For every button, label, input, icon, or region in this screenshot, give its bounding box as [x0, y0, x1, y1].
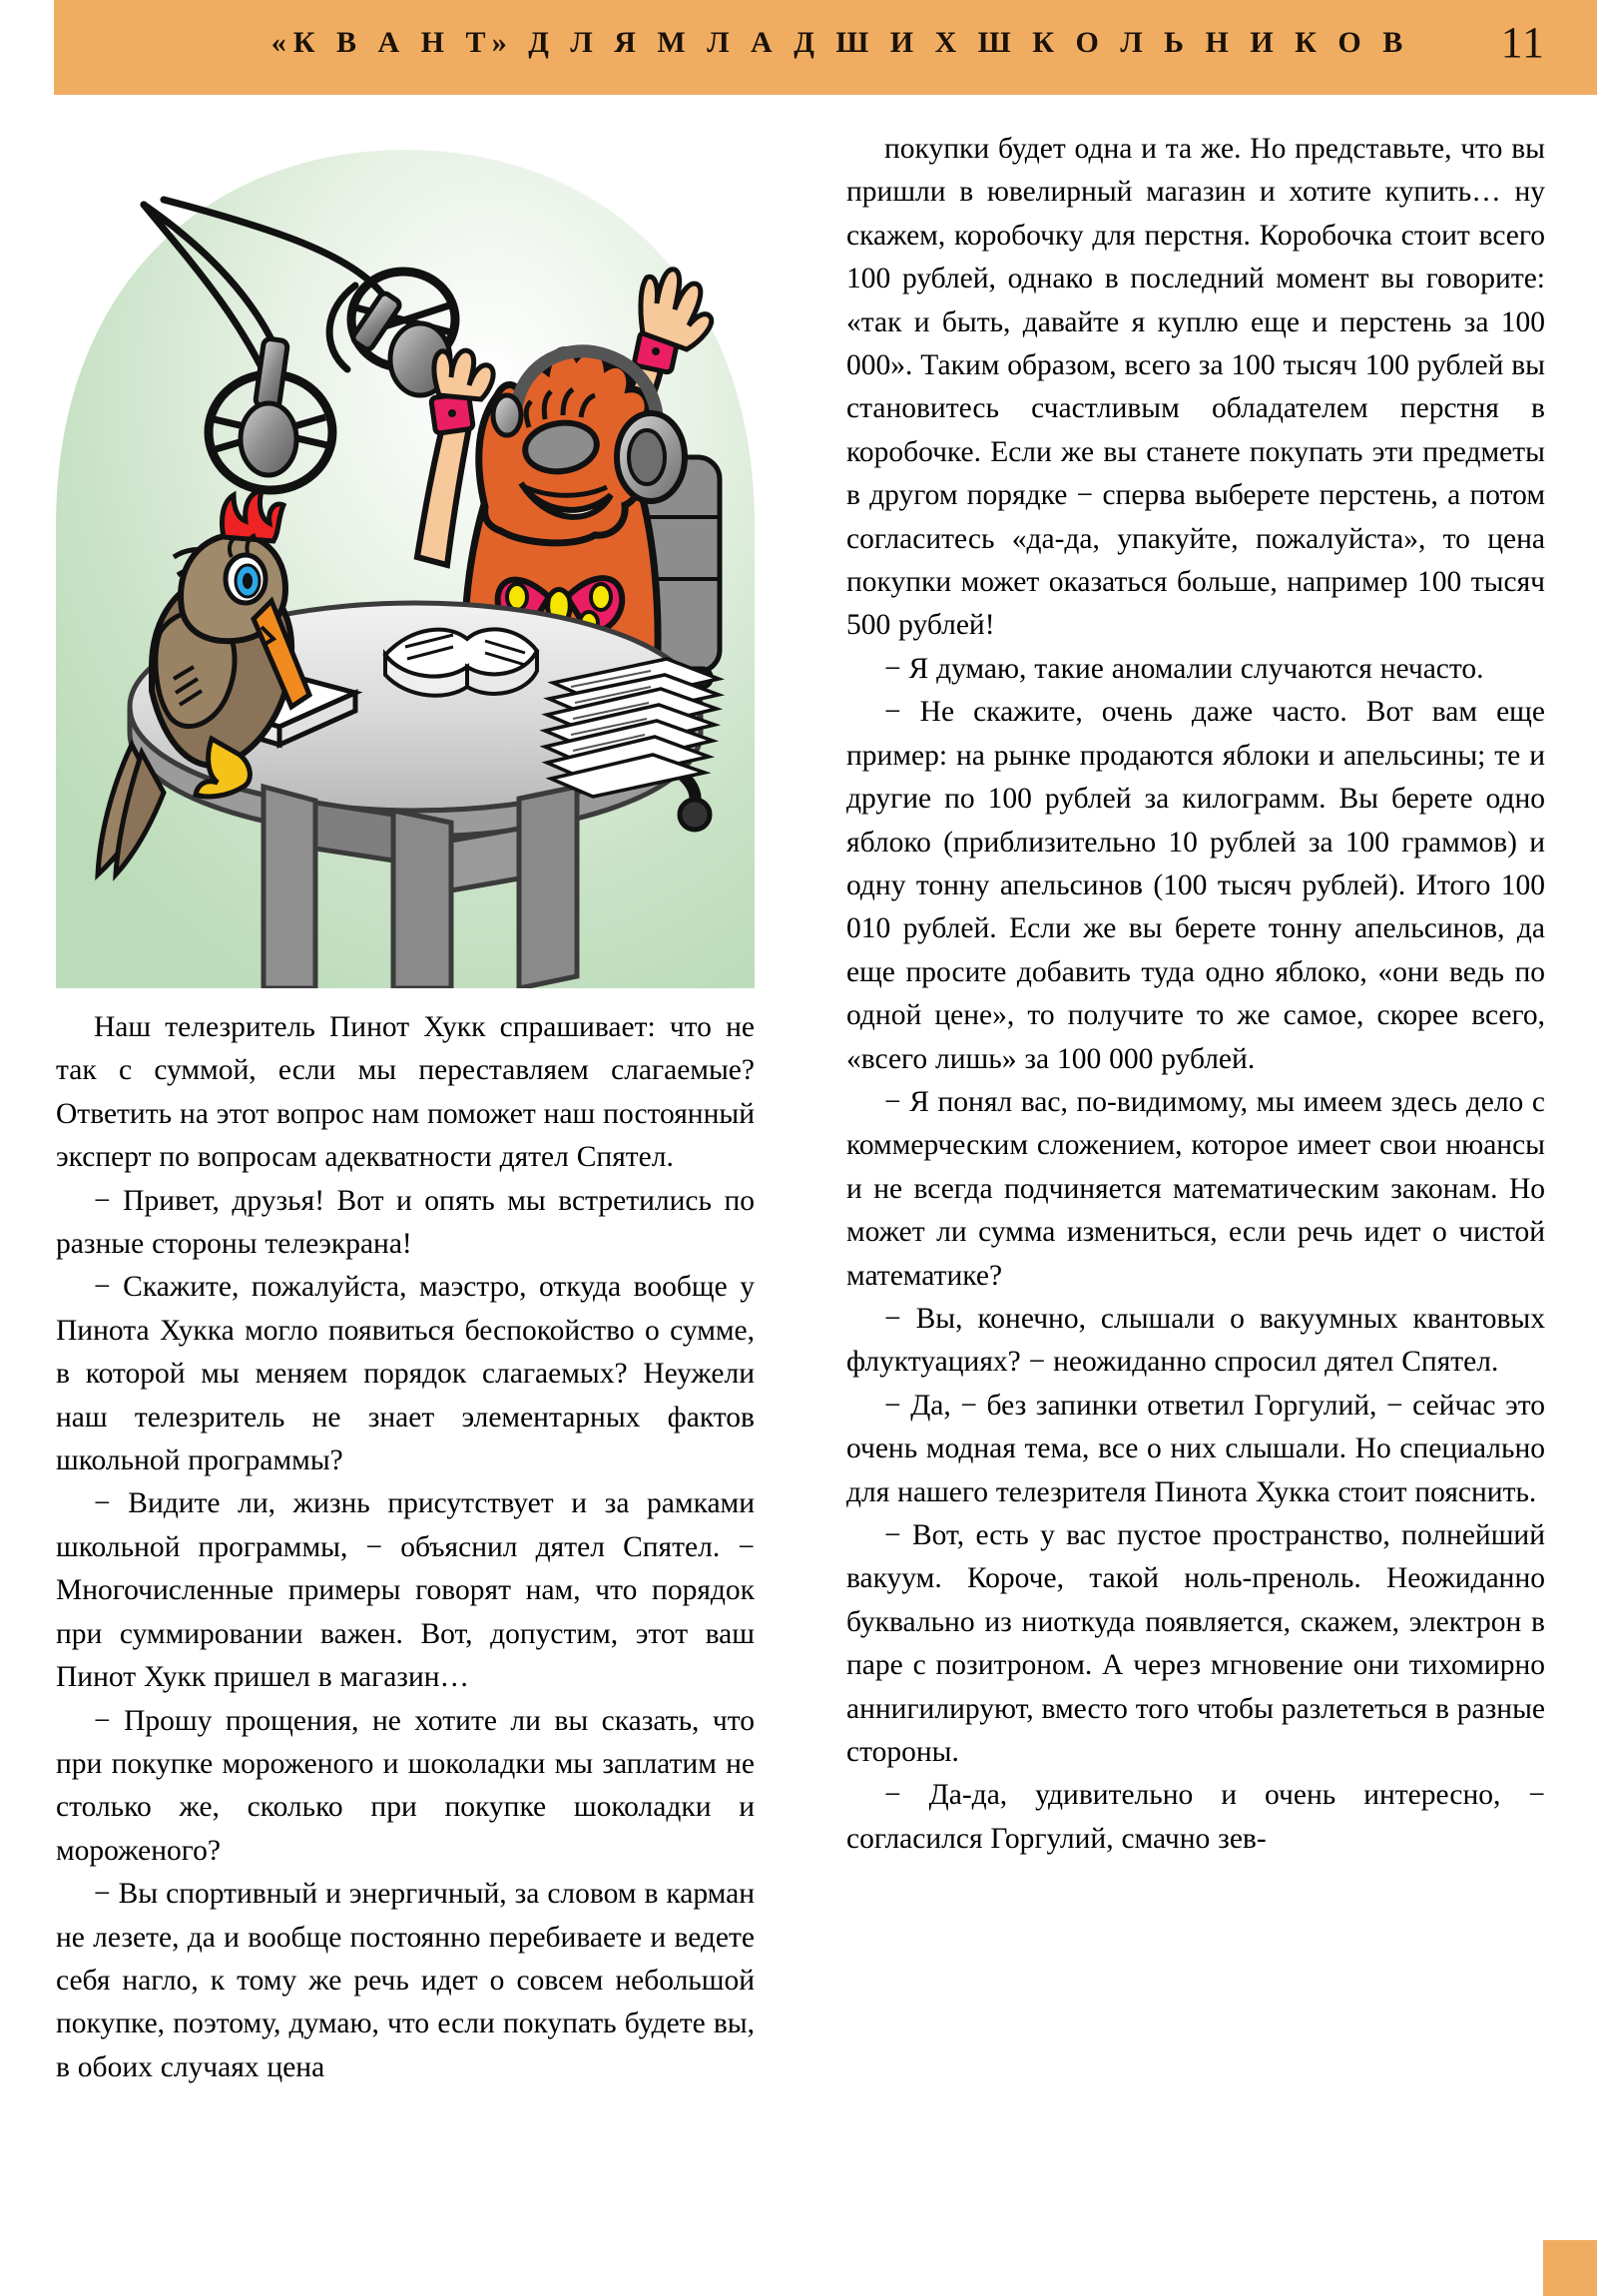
paragraph: − Вы, конечно, слышали о вакуумных квантовых флуктуациях? − неожиданно спросил дятел Спятел.	[846, 1302, 1545, 1379]
paragraph: − Да-да, удивительно и очень интересно, − согласился Горгулий, смачно зев-	[846, 1779, 1545, 1855]
illustration-svg	[56, 128, 755, 988]
paragraph: Наш телезритель Пинот Хукк спрашивает: что не так с суммой, если мы переставляем слагаемые? Ответить на этот вопрос нам поможет наш постоянный эксперт по вопросам адекватности дятел Спятел.	[56, 1011, 755, 1174]
page-title: «К В А Н Т» Д Л Я М Л А Д Ш И Х Ш К О Л Ь Н И К О В	[270, 26, 1410, 59]
paragraph: − Видите ли, жизнь присутствует и за рамками школьной программы, − объяснил дятел Спятел. − Многочисленные примеры говорят нам, что порядок при суммировании важен. Вот, допустим, этот ваш Пинот Хукк пришел в магазин…	[56, 1487, 755, 1694]
paragraph: − Вот, есть у вас пустое пространство, полнейший вакуум. Короче, такой ноль-преноль. Неожиданно буквально из ниоткуда появляется, скажем, электрон в паре с позитроном. А через мгновение они тихомирно аннигилируют, вместо того чтобы разлететься в разные стороны.	[846, 1519, 1545, 1769]
footer-corner-block	[1543, 2240, 1597, 2296]
paragraph: − Не скажите, очень даже часто. Вот вам еще пример: на рынке продаются яблоки и апельсины; те и другие по 100 рублей за килограмм. Вы берете одно яблоко (приблизительно 10 рублей за 100 граммов) и одну тонну апельсинов (100 тысяч рублей). Итого 100 010 рублей. Если же вы берете тонну апельсинов, да еще просите добавить туда одно яблоко, «они ведь по одной цене», то получите то же самое, скорее всего, «всего лишь» за 100 000 рублей.	[846, 696, 1545, 1075]
article-left-column	[56, 1006, 755, 2089]
page-header-band	[54, 0, 1597, 95]
article-illustration	[56, 128, 755, 988]
paragraph: − Прошу прощения, не хотите ли вы сказать, что при покупке мороженого и шоколадки мы заплатим не столько же, сколько при покупке шоколадки и мороженого?	[56, 1704, 755, 1867]
page-number: 11	[1500, 18, 1545, 67]
paragraph: − Вы спортивный и энергичный, за словом в карман не лезете, да и вообще постоянно перебиваете и ведете себя нагло, к тому же речь идет о совсем небольшой покупке, поэтому, думаю, что если покупать будете вы, в обоих случаях цена	[56, 1878, 755, 2083]
paragraph: − Да, − без запинки ответил Горгулий, − сейчас это очень модная тема, все о них слышали. Но специально для нашего телезрителя Пинота Хукка стоит пояснить.	[846, 1389, 1545, 1508]
paragraph: − Я понял вас, по-видимому, мы имеем здесь дело с коммерческим сложением, которое имеет свои нюансы и не всегда подчиняется математическим законам. Но может ли сумма измениться, если речь идет о чистой математике?	[846, 1085, 1545, 1292]
paragraph: − Скажите, пожалуйста, маэстро, откуда вообще у Пинота Хукка могло появиться беспокойство о сумме, в которой мы меняем порядок слагаемых? Неужели наш телезритель не знает элементарных фактов школьной программы?	[56, 1271, 755, 1477]
paper-stack	[545, 659, 719, 797]
open-papers-center	[385, 629, 537, 695]
paragraph: покупки будет одна и та же. Но представьте, что вы пришли в ювелирный магазин и хотите купить… ну скажем, коробочку для перстня. Коробочка стоит всего 100 рублей, однако в последний момент вы говорите: «так и быть, давайте я куплю еще и перстень за 100 000». Таким образом, всего за 100 тысяч 100 рублей вы становитесь счастливым обладателем перстня в коробочке. Если же вы станете покупать эти предметы в другом порядке − сперва выберете перстень, а потом согласитесь «да-да, упакуйте, пожалуйста», то цена покупки может оказаться больше, например 100 тысяч 500 рублей!	[846, 133, 1545, 642]
article-right-column	[846, 128, 1545, 1861]
paragraph: − Я думаю, такие аномалии случаются нечасто.	[884, 652, 1484, 685]
paragraph: − Привет, друзья! Вот и опять мы встретились по разные стороны телеэкрана!	[56, 1184, 755, 1261]
